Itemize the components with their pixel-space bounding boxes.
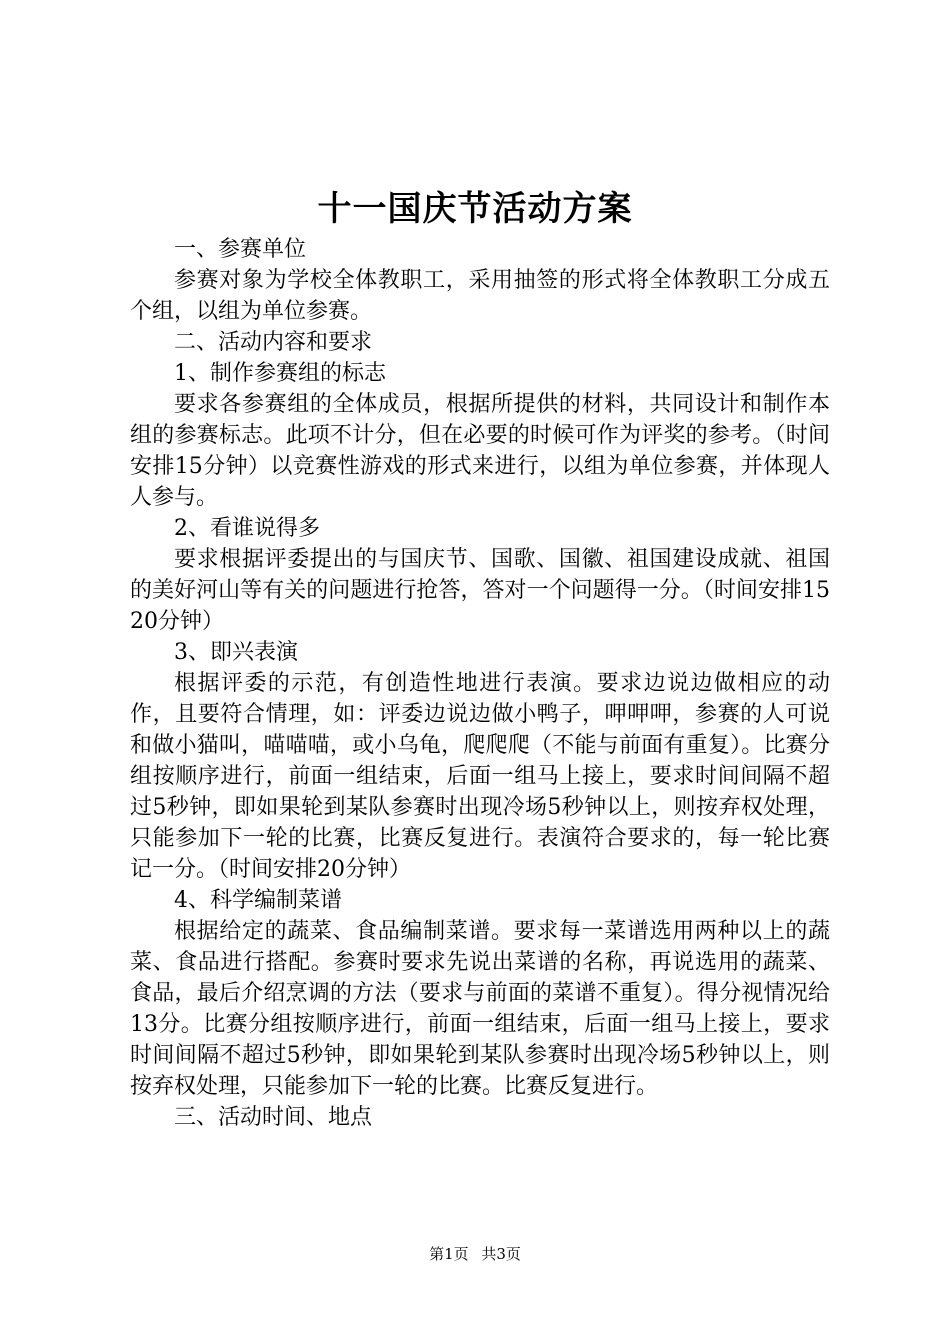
subheading-quiz: 2、看谁说得多 [174,516,320,541]
subheading-team-logo: 1、制作参赛组的标志 [174,361,386,386]
paragraph-participants: 参赛对象为学校全体教职工，采用抽签的形式将全体教职工分成五个组，以组为单位参赛。 [130,268,830,324]
subheading-menu: 4、科学编制菜谱 [174,888,342,913]
page-footer [0,1244,950,1264]
page-total: 共3页 [481,1245,521,1263]
paragraph-quiz: 要求根据评委提出的与国庆节、国歌、国徽、祖国建设成就、祖国的美好河山等有关的问题进行抢答，答对一个问题得一分。（时间安排1520分钟） [130,547,830,634]
paragraph-team-logo: 要求各参赛组的全体成员，根据所提供的材料，共同设计和制作本组的参赛标志。此项不计分，但在必要的时候可作为评奖的参考。（时间安排15分钟）以竞赛性游戏的形式来进行，以组为单位参赛，并体现人人参与。 [130,392,830,510]
section-heading-content: 二、活动内容和要求 [174,330,373,355]
section-heading-participants: 一、参赛单位 [174,237,307,262]
page-number: 第1页 [429,1245,469,1263]
document-body [130,234,830,1133]
section-heading-time-place: 三、活动时间、地点 [174,1105,373,1130]
paragraph-menu: 根据给定的蔬菜、食品编制菜谱。要求每一菜谱选用两种以上的蔬菜、食品进行搭配。参赛时要求先说出菜谱的名称，再说选用的蔬菜、食品，最后介绍烹调的方法（要求与前面的菜谱不重复）。得分视情况给13分。比赛分组按顺序进行，前面一组结束，后面一组马上接上，要求时间间隔不超过5秒钟，即如果轮到某队参赛时出现冷场5秒钟以上，则按弃权处理，只能参加下一轮的比赛。比赛反复进行。 [130,919,830,1099]
subheading-performance: 3、即兴表演 [174,640,298,665]
paragraph-performance: 根据评委的示范，有创造性地进行表演。要求边说边做相应的动作，且要符合情理，如：评委边说边做小鸭子，呷呷呷，参赛的人可说和做小猫叫，喵喵喵，或小乌龟，爬爬爬（不能与前面有重复）。比赛分组按顺序进行，前面一组结束，后面一组马上接上，要求时间间隔不超过5秒钟，即如果轮到某队参赛时出现冷场5秒钟以上，则按弃权处理，只能参加下一轮的比赛，比赛反复进行。表演符合要求的，每一轮比赛记一分。（时间安排20分钟） [130,671,830,882]
document-title: 十一国庆节活动方案 [317,189,633,229]
